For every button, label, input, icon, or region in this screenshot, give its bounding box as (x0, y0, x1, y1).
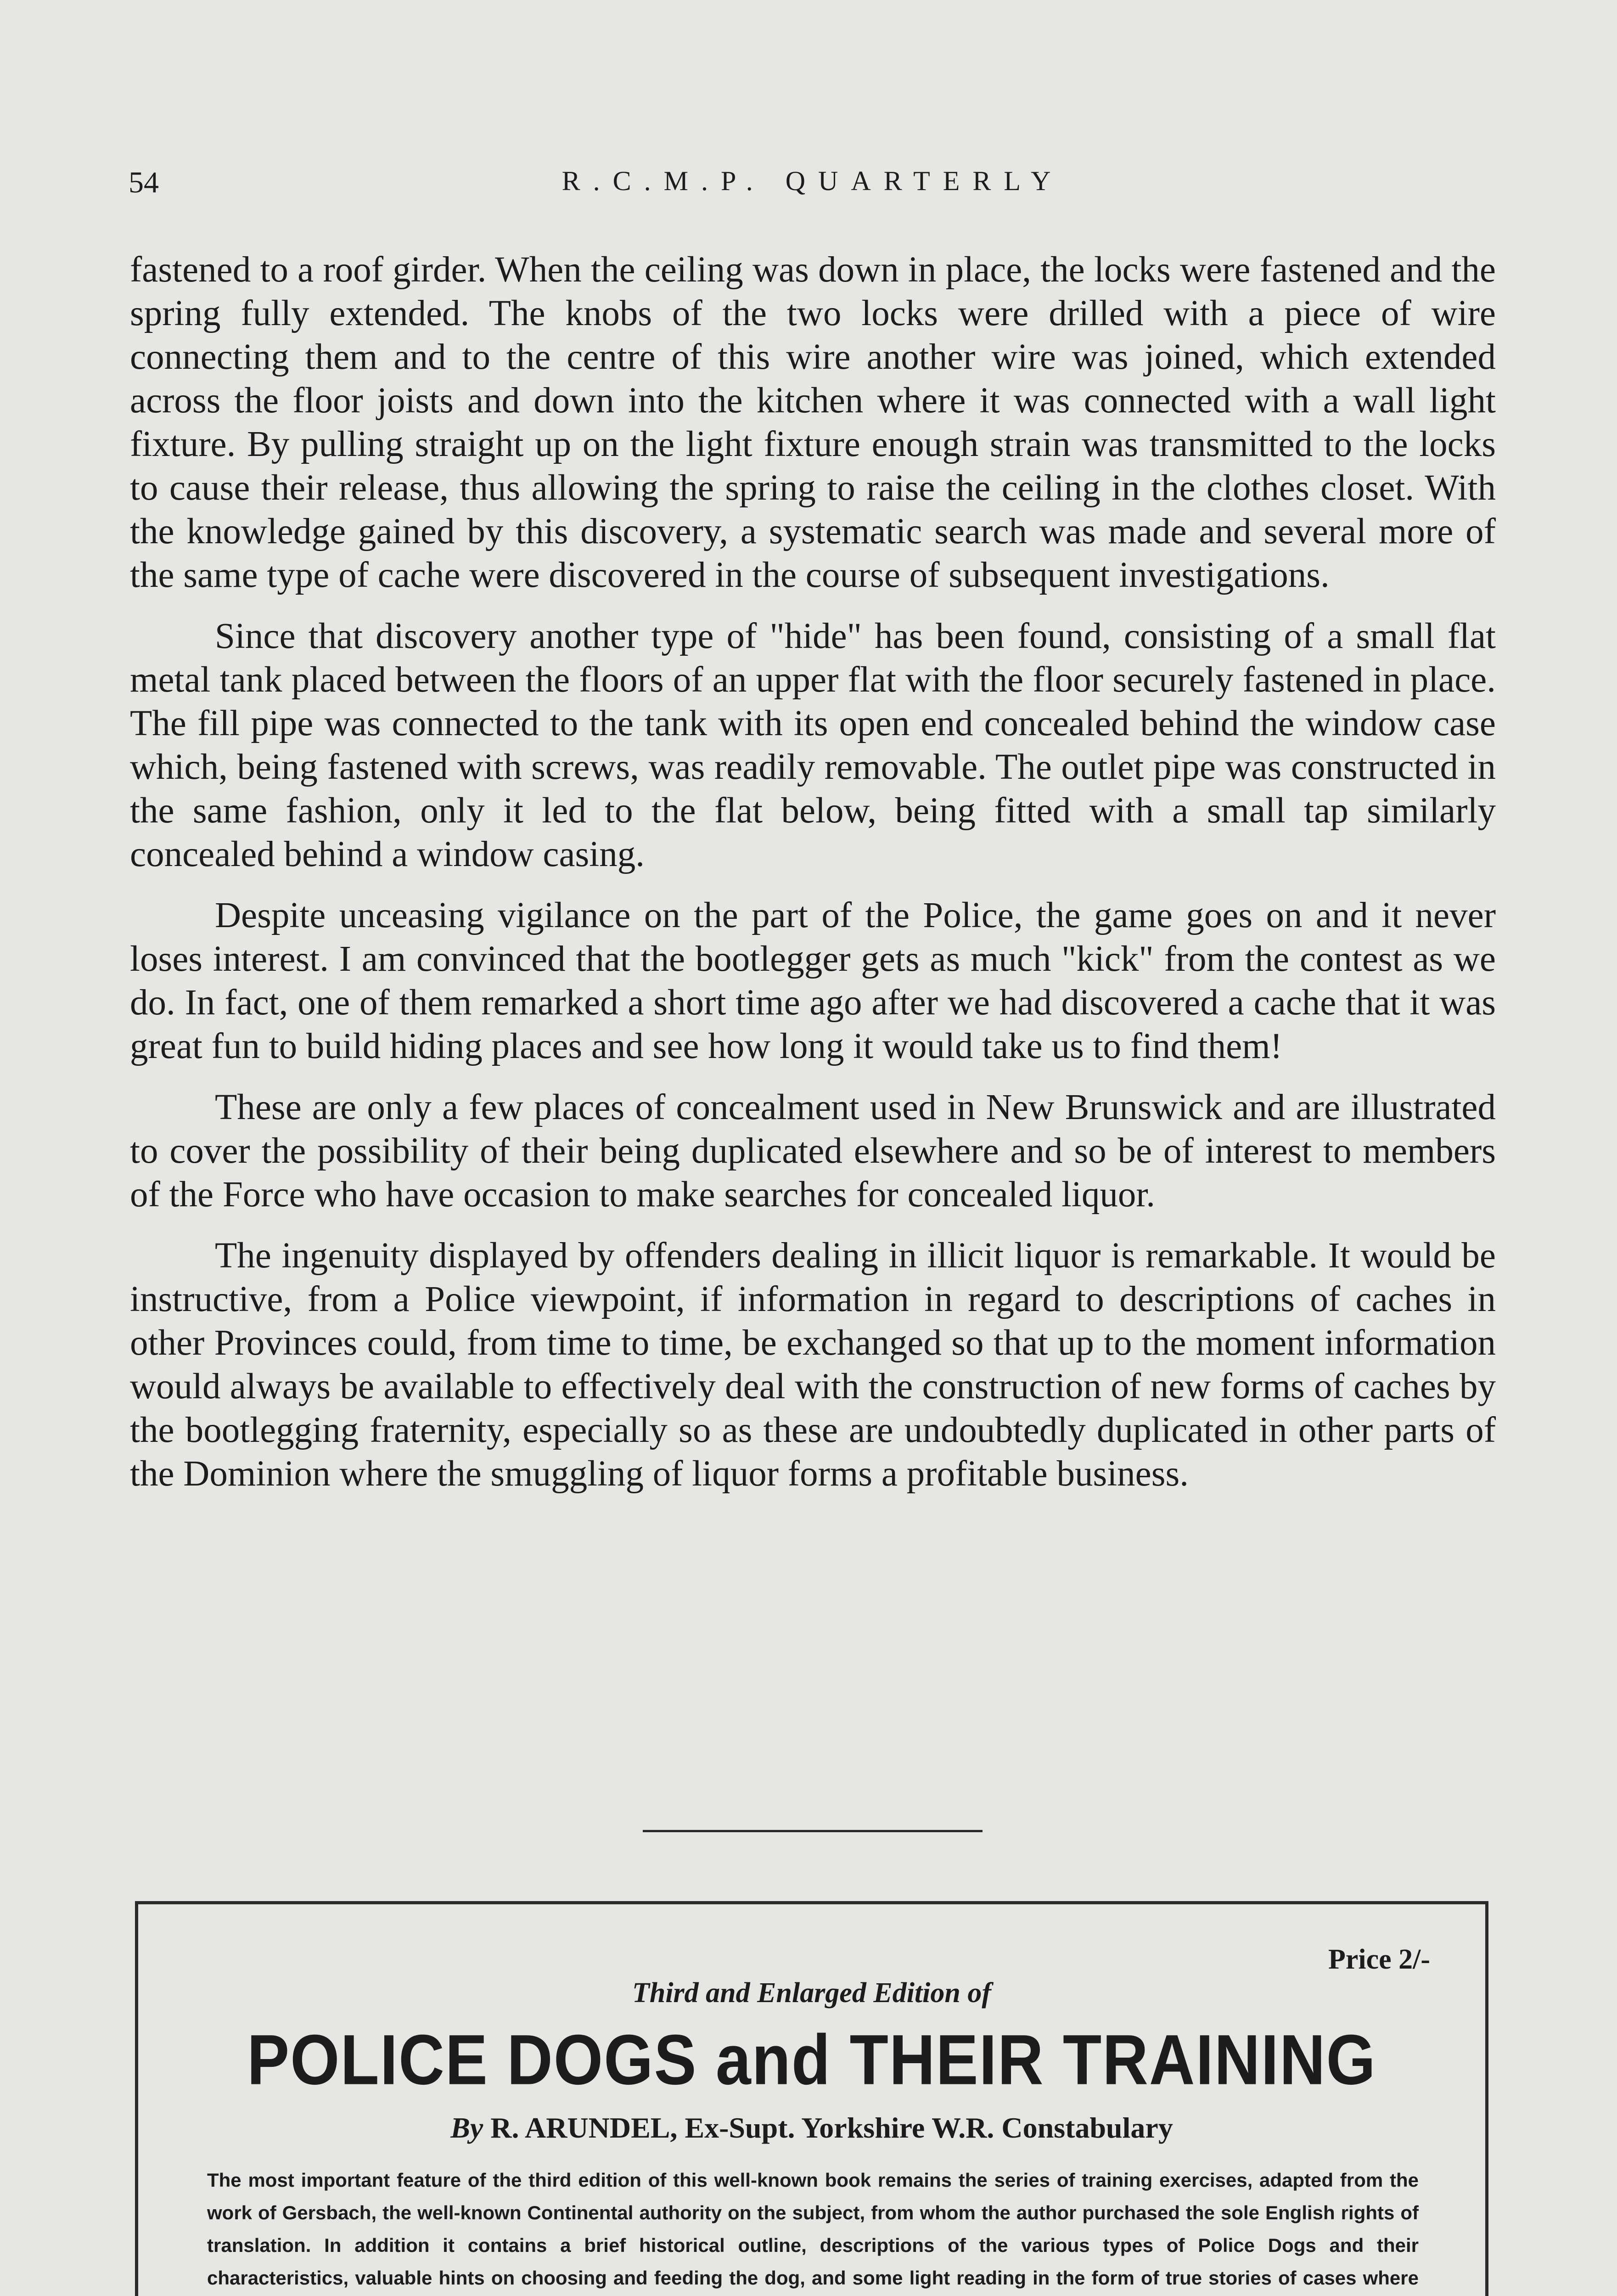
article-body (130, 248, 1496, 1513)
running-title: R.C.M.P. QUARTERLY (561, 166, 1064, 196)
ad-edition: Third and Enlarged Edition of (632, 1977, 992, 2009)
page-number: 54 (129, 166, 159, 199)
book-advertisement (135, 1901, 1488, 2296)
ad-author: R. ARUNDEL, Ex-Supt. Yorkshire W.R. Constabulary (490, 2111, 1173, 2144)
ad-price: Price 2/- (1328, 1944, 1430, 1975)
article-paragraph: fastened to a roof girder. When the ceiling was down in place, the locks were fastened and the spring fully extended. The knobs of the two locks were drilled with a piece of wire connecting them and to the centre of this wire another wire was joined, which extended across the floor joists and down into the kitchen where it was connected with a wall light fixture. By pulling straight up on the light fixture enough strain was transmitted to the locks to cause their release, thus allowing the spring to raise the ceiling in the clothes closet. With the knowledge gained by this discovery, a systematic search was made and several more of the same type of cache were discovered in the course of subsequent investigations. (130, 250, 1496, 595)
article-paragraph: The ingenuity displayed by offenders dealing in illicit liquor is remarkable. It would be instructive, from a Police viewpoint, if information in regard to descriptions of caches in other Provinces could, from time to time, be exchanged so that up to the moment information would always be available to effectively deal with the construction of new forms of caches by the bootlegging fraternity, especially so as these are undoubtedly duplicated in other parts of the Dominion where the smuggling of liquor forms a profitable business. (130, 1236, 1496, 1494)
article-paragraph: Since that discovery another type of "hide" has been found, consisting of a small flat metal tank placed between the floors of an upper flat with the floor securely fastened in place. The fill pipe was connected to the tank with its open end concealed behind the window case which, being fastened with screws, was readily removable. The outlet pipe was constructed in the same fashion, only it led to the flat below, being fitted with a small tap similarly concealed behind a window casing. (130, 616, 1496, 874)
ad-author-line (138, 2111, 1485, 2145)
article-paragraph: These are only a few places of concealment used in New Brunswick and are illustrated to cover the possibility of their being duplicated elsewhere and so be of interest to members of the Force who have occasion to make searches for concealed liquor. (130, 1087, 1496, 1215)
article-paragraph: Despite unceasing vigilance on the part of the Police, the game goes on and it never loses interest. I am convinced that the bootlegger gets as much "kick" from the contest as we do. In fact, one of them remarked a short time ago after we had discovered a cache that it was great fun to build hiding places and see how long it would take us to find them! (130, 895, 1496, 1066)
page-header (129, 165, 1497, 216)
section-divider (643, 1830, 983, 1832)
ad-book-title: POLICE DOGS and THEIR TRAINING (247, 2020, 1376, 2100)
ad-author-by: By (450, 2111, 483, 2144)
ad-description: The most important feature of the third edition of this well-known book remains the series of training exercises, adapted from the work of Gersbach, the well-known Continental authority on the subject, from whom the author purchased the sole English rights of translation. In addition it contains a brief historical outline, descriptions of the various types of Police Dogs and their characteristics, valuable hints on choosing and feeding the dog, and some light reading in the form of true stories of cases where (207, 2169, 1419, 2289)
